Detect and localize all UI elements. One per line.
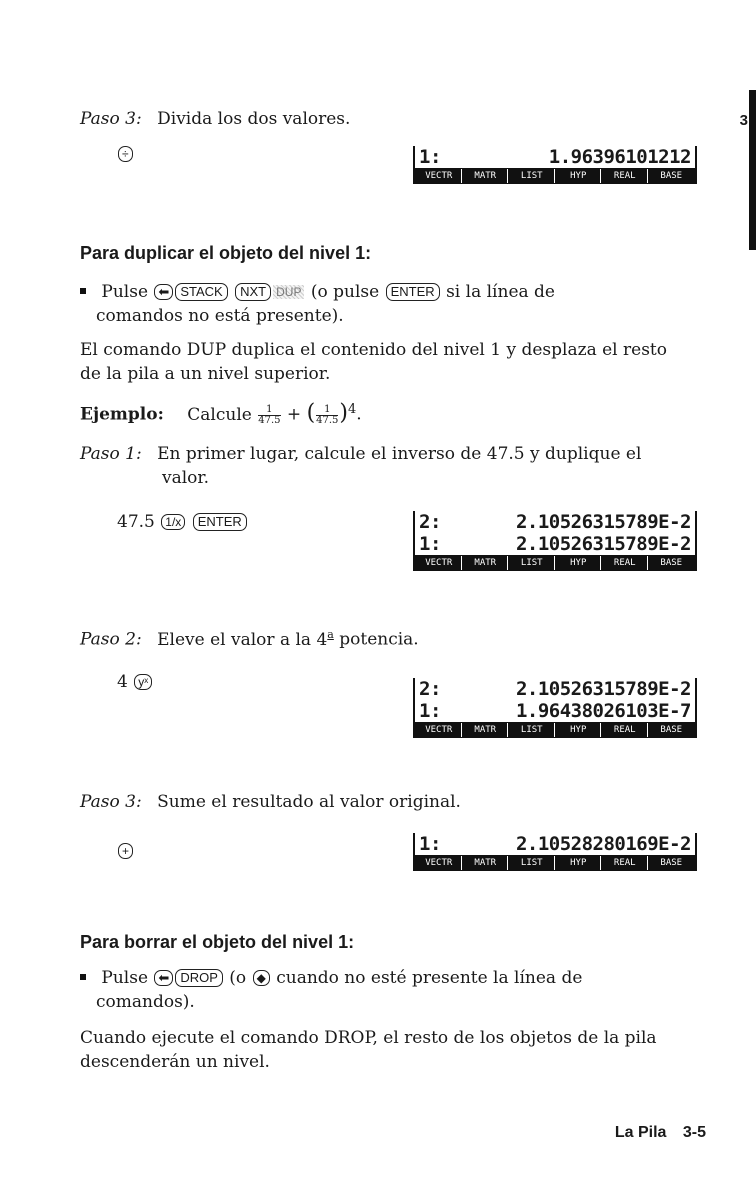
entry-value: 47.5 bbox=[117, 512, 155, 532]
paragraph-line: descenderán un nivel. bbox=[80, 1052, 270, 1072]
backspace-key: ◆ bbox=[253, 970, 270, 986]
fraction-one-over-47-5-paren bbox=[316, 405, 338, 426]
footer-page-number: 3-5 bbox=[682, 1124, 706, 1141]
dup-paragraph bbox=[80, 338, 700, 386]
stack-level-1 bbox=[415, 533, 695, 555]
dup-instruction-line2: comandos no está presente). bbox=[96, 306, 344, 326]
dup-instruction bbox=[80, 280, 700, 328]
menu-vectr: VECTR bbox=[417, 169, 462, 183]
dup-softkey: DUP bbox=[273, 285, 304, 299]
menu-matr: MATR bbox=[464, 723, 509, 737]
left-shift-key: ⬅ bbox=[154, 970, 173, 986]
calculator-display-3 bbox=[413, 678, 697, 738]
heading-drop: Para borrar el objeto del nivel 1: bbox=[80, 932, 355, 952]
menu-real: REAL bbox=[603, 723, 648, 737]
plus-key-label: + bbox=[118, 843, 133, 859]
step-text: Eleve el valor a la 4 bbox=[157, 629, 328, 650]
stack-key: STACK bbox=[175, 283, 227, 301]
fraction-numerator: 1 bbox=[316, 405, 338, 416]
tail-text: si la línea de bbox=[446, 282, 555, 302]
step-text: Sume el resultado al valor original. bbox=[157, 792, 461, 812]
menu-base: BASE bbox=[650, 723, 694, 737]
fraction-one-over-47-5 bbox=[258, 405, 280, 426]
page-footer bbox=[615, 1124, 706, 1142]
stack-level-label: 1: bbox=[419, 700, 441, 722]
drop-instruction-line2: comandos). bbox=[96, 992, 195, 1012]
bullet-marker bbox=[80, 288, 86, 294]
ordinal-indicator: a bbox=[327, 628, 334, 641]
menu-list: LIST bbox=[510, 556, 555, 570]
step2-keys bbox=[117, 670, 153, 694]
footer-section: La Pila bbox=[614, 1124, 667, 1141]
bullet-marker bbox=[80, 974, 86, 980]
step-text: Divida los dos valores. bbox=[157, 109, 351, 129]
paragraph-line: de la pila a un nivel superior. bbox=[80, 364, 331, 384]
step1-keys bbox=[117, 510, 248, 534]
stack-value: 1.96396101212 bbox=[548, 146, 691, 168]
stack-value: 2.10526315789E-2 bbox=[515, 678, 691, 700]
nxt-key: NXT bbox=[235, 283, 271, 301]
plus-sign: + bbox=[286, 404, 302, 425]
softkey-menu-bar bbox=[415, 555, 695, 571]
step-label: Paso 2: bbox=[80, 629, 142, 650]
step-text: En primer lugar, calcule el inverso de 47.5 y duplique el bbox=[157, 444, 642, 464]
step-label: Paso 1: bbox=[80, 444, 142, 464]
inverse-key: 1/x bbox=[161, 514, 185, 530]
chapter-number: 3 bbox=[739, 112, 748, 129]
stack-level-1 bbox=[415, 833, 695, 855]
stack-level-1 bbox=[415, 700, 695, 722]
menu-hyp: HYP bbox=[557, 723, 602, 737]
example-text: Calcule bbox=[187, 404, 252, 425]
pulse-text: Pulse bbox=[101, 282, 149, 302]
example-line: Ejemplo: Calcule $\frac{1}{47.5}$ + ( $\frac{1}{47.5}$ )$^4$. bbox=[80, 400, 362, 426]
softkey-menu-bar bbox=[415, 855, 695, 871]
stack-level-label: 1: bbox=[419, 533, 441, 555]
step-text-line2: valor. bbox=[162, 468, 210, 488]
stack-level-2 bbox=[415, 678, 695, 700]
divide-key-label: ÷ bbox=[118, 146, 133, 162]
plus-key bbox=[117, 841, 134, 860]
enter-key: ENTER bbox=[193, 513, 247, 531]
calculator-display-1 bbox=[413, 146, 697, 184]
drop-key: DROP bbox=[175, 969, 223, 987]
drop-instruction bbox=[80, 966, 700, 1014]
softkey-menu-bar bbox=[415, 168, 695, 184]
tail-text: cuando no esté presente la línea de bbox=[276, 968, 583, 988]
stack-level-label: 2: bbox=[419, 511, 441, 533]
mid-text: (o pulse bbox=[310, 282, 380, 302]
paragraph-line: El comando DUP duplica el contenido del nivel 1 y desplaza el resto bbox=[80, 340, 667, 360]
menu-base: BASE bbox=[650, 169, 694, 183]
step2-line bbox=[80, 623, 419, 652]
menu-list: LIST bbox=[510, 856, 555, 870]
menu-matr: MATR bbox=[464, 556, 509, 570]
divide-key bbox=[117, 144, 134, 163]
power-key: yˣ bbox=[134, 674, 152, 690]
stack-value: 2.10526315789E-2 bbox=[515, 511, 691, 533]
drop-paragraph bbox=[80, 1026, 700, 1074]
pulse-text: Pulse bbox=[101, 968, 149, 988]
step-label: Paso 3: bbox=[80, 109, 142, 129]
left-shift-key: ⬅ bbox=[154, 284, 173, 300]
menu-vectr: VECTR bbox=[417, 556, 462, 570]
menu-real: REAL bbox=[603, 169, 648, 183]
exponent: 4 bbox=[348, 402, 357, 417]
entry-value: 4 bbox=[117, 672, 128, 692]
menu-list: LIST bbox=[510, 723, 555, 737]
stack-level-label: 1: bbox=[419, 833, 441, 855]
stack-value: 2.10526315789E-2 bbox=[515, 533, 691, 555]
stack-value: 1.96438026103E-7 bbox=[515, 700, 691, 722]
stack-level-label: 2: bbox=[419, 678, 441, 700]
menu-vectr: VECTR bbox=[417, 856, 462, 870]
menu-matr: MATR bbox=[464, 856, 509, 870]
step1-block bbox=[80, 442, 690, 490]
menu-hyp: HYP bbox=[557, 556, 602, 570]
calculator-display-2 bbox=[413, 511, 697, 571]
stack-value: 2.10528280169E-2 bbox=[515, 833, 691, 855]
example-label: Ejemplo: bbox=[80, 404, 164, 425]
calculator-display-4 bbox=[413, 833, 697, 871]
fraction-numerator: 1 bbox=[258, 405, 280, 416]
fraction-denominator: 47.5 bbox=[258, 414, 281, 426]
menu-matr: MATR bbox=[464, 169, 509, 183]
stack-level-1 bbox=[415, 146, 695, 168]
mid-text: (o bbox=[229, 968, 247, 988]
example-end: . bbox=[356, 404, 362, 425]
step-text-end: potencia. bbox=[333, 629, 419, 650]
softkey-menu-bar bbox=[415, 722, 695, 738]
paragraph-line: Cuando ejecute el comando DROP, el resto de los objetos de la pila bbox=[80, 1028, 657, 1048]
step-label: Paso 3: bbox=[80, 792, 142, 812]
chapter-thumb-tab bbox=[749, 90, 756, 250]
stack-level-label: 1: bbox=[419, 146, 441, 168]
enter-key: ENTER bbox=[386, 283, 440, 301]
stack-level-2 bbox=[415, 511, 695, 533]
menu-vectr: VECTR bbox=[417, 723, 462, 737]
menu-base: BASE bbox=[650, 556, 694, 570]
fraction-denominator: 47.5 bbox=[316, 414, 339, 426]
heading-duplicate: Para duplicar el objeto del nivel 1: bbox=[80, 243, 372, 263]
step3b-line bbox=[80, 790, 461, 814]
step3a-line bbox=[80, 107, 350, 131]
menu-hyp: HYP bbox=[557, 856, 602, 870]
menu-hyp: HYP bbox=[557, 169, 602, 183]
menu-real: REAL bbox=[603, 556, 648, 570]
menu-list: LIST bbox=[510, 169, 555, 183]
menu-real: REAL bbox=[603, 856, 648, 870]
menu-base: BASE bbox=[650, 856, 694, 870]
